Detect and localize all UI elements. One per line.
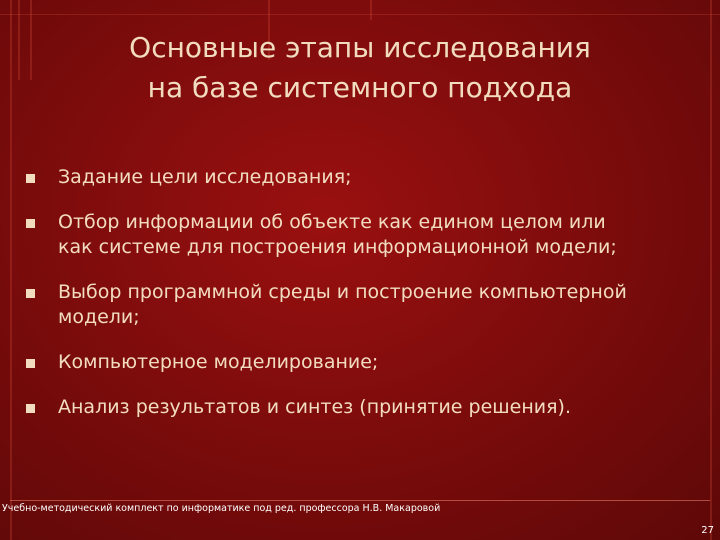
bullet-text: как системе для построения информационной модели; [58, 236, 617, 258]
footer-divider [10, 500, 710, 501]
bullet-text: Отбор информации об объекте как едином целом или [58, 211, 606, 233]
slide-title [60, 28, 660, 108]
decor-line [30, 0, 32, 80]
title-line: на базе системного подхода [147, 71, 573, 104]
bullet-text: Задание цели исследования; [58, 166, 352, 188]
bullet-item [24, 165, 704, 190]
bullet-list [24, 165, 704, 440]
square-bullet-icon [26, 359, 35, 368]
title-line: Основные этапы исследования [129, 31, 591, 64]
square-bullet-icon [26, 174, 35, 183]
bullet-text: модели; [58, 306, 140, 328]
bullet-item [24, 350, 704, 375]
decor-line [370, 0, 372, 20]
decor-line [18, 0, 20, 80]
bullet-item [24, 395, 704, 420]
bullet-text: Компьютерное моделирование; [58, 351, 379, 373]
decor-line [710, 0, 712, 540]
square-bullet-icon [26, 404, 35, 413]
bullet-text: Анализ результатов и синтез (принятие решения). [58, 396, 571, 418]
decor-line [0, 14, 720, 15]
bullet-item [24, 280, 704, 330]
square-bullet-icon [26, 219, 35, 228]
bullet-text: Выбор программной среды и построение компьютерной [58, 281, 627, 303]
decor-line [10, 0, 12, 540]
page-number: 27 [701, 525, 714, 536]
footer-text: Учебно-методический комплект по информатике под ред. профессора Н.В. Макаровой [2, 503, 441, 514]
square-bullet-icon [26, 289, 35, 298]
bullet-item [24, 210, 704, 260]
